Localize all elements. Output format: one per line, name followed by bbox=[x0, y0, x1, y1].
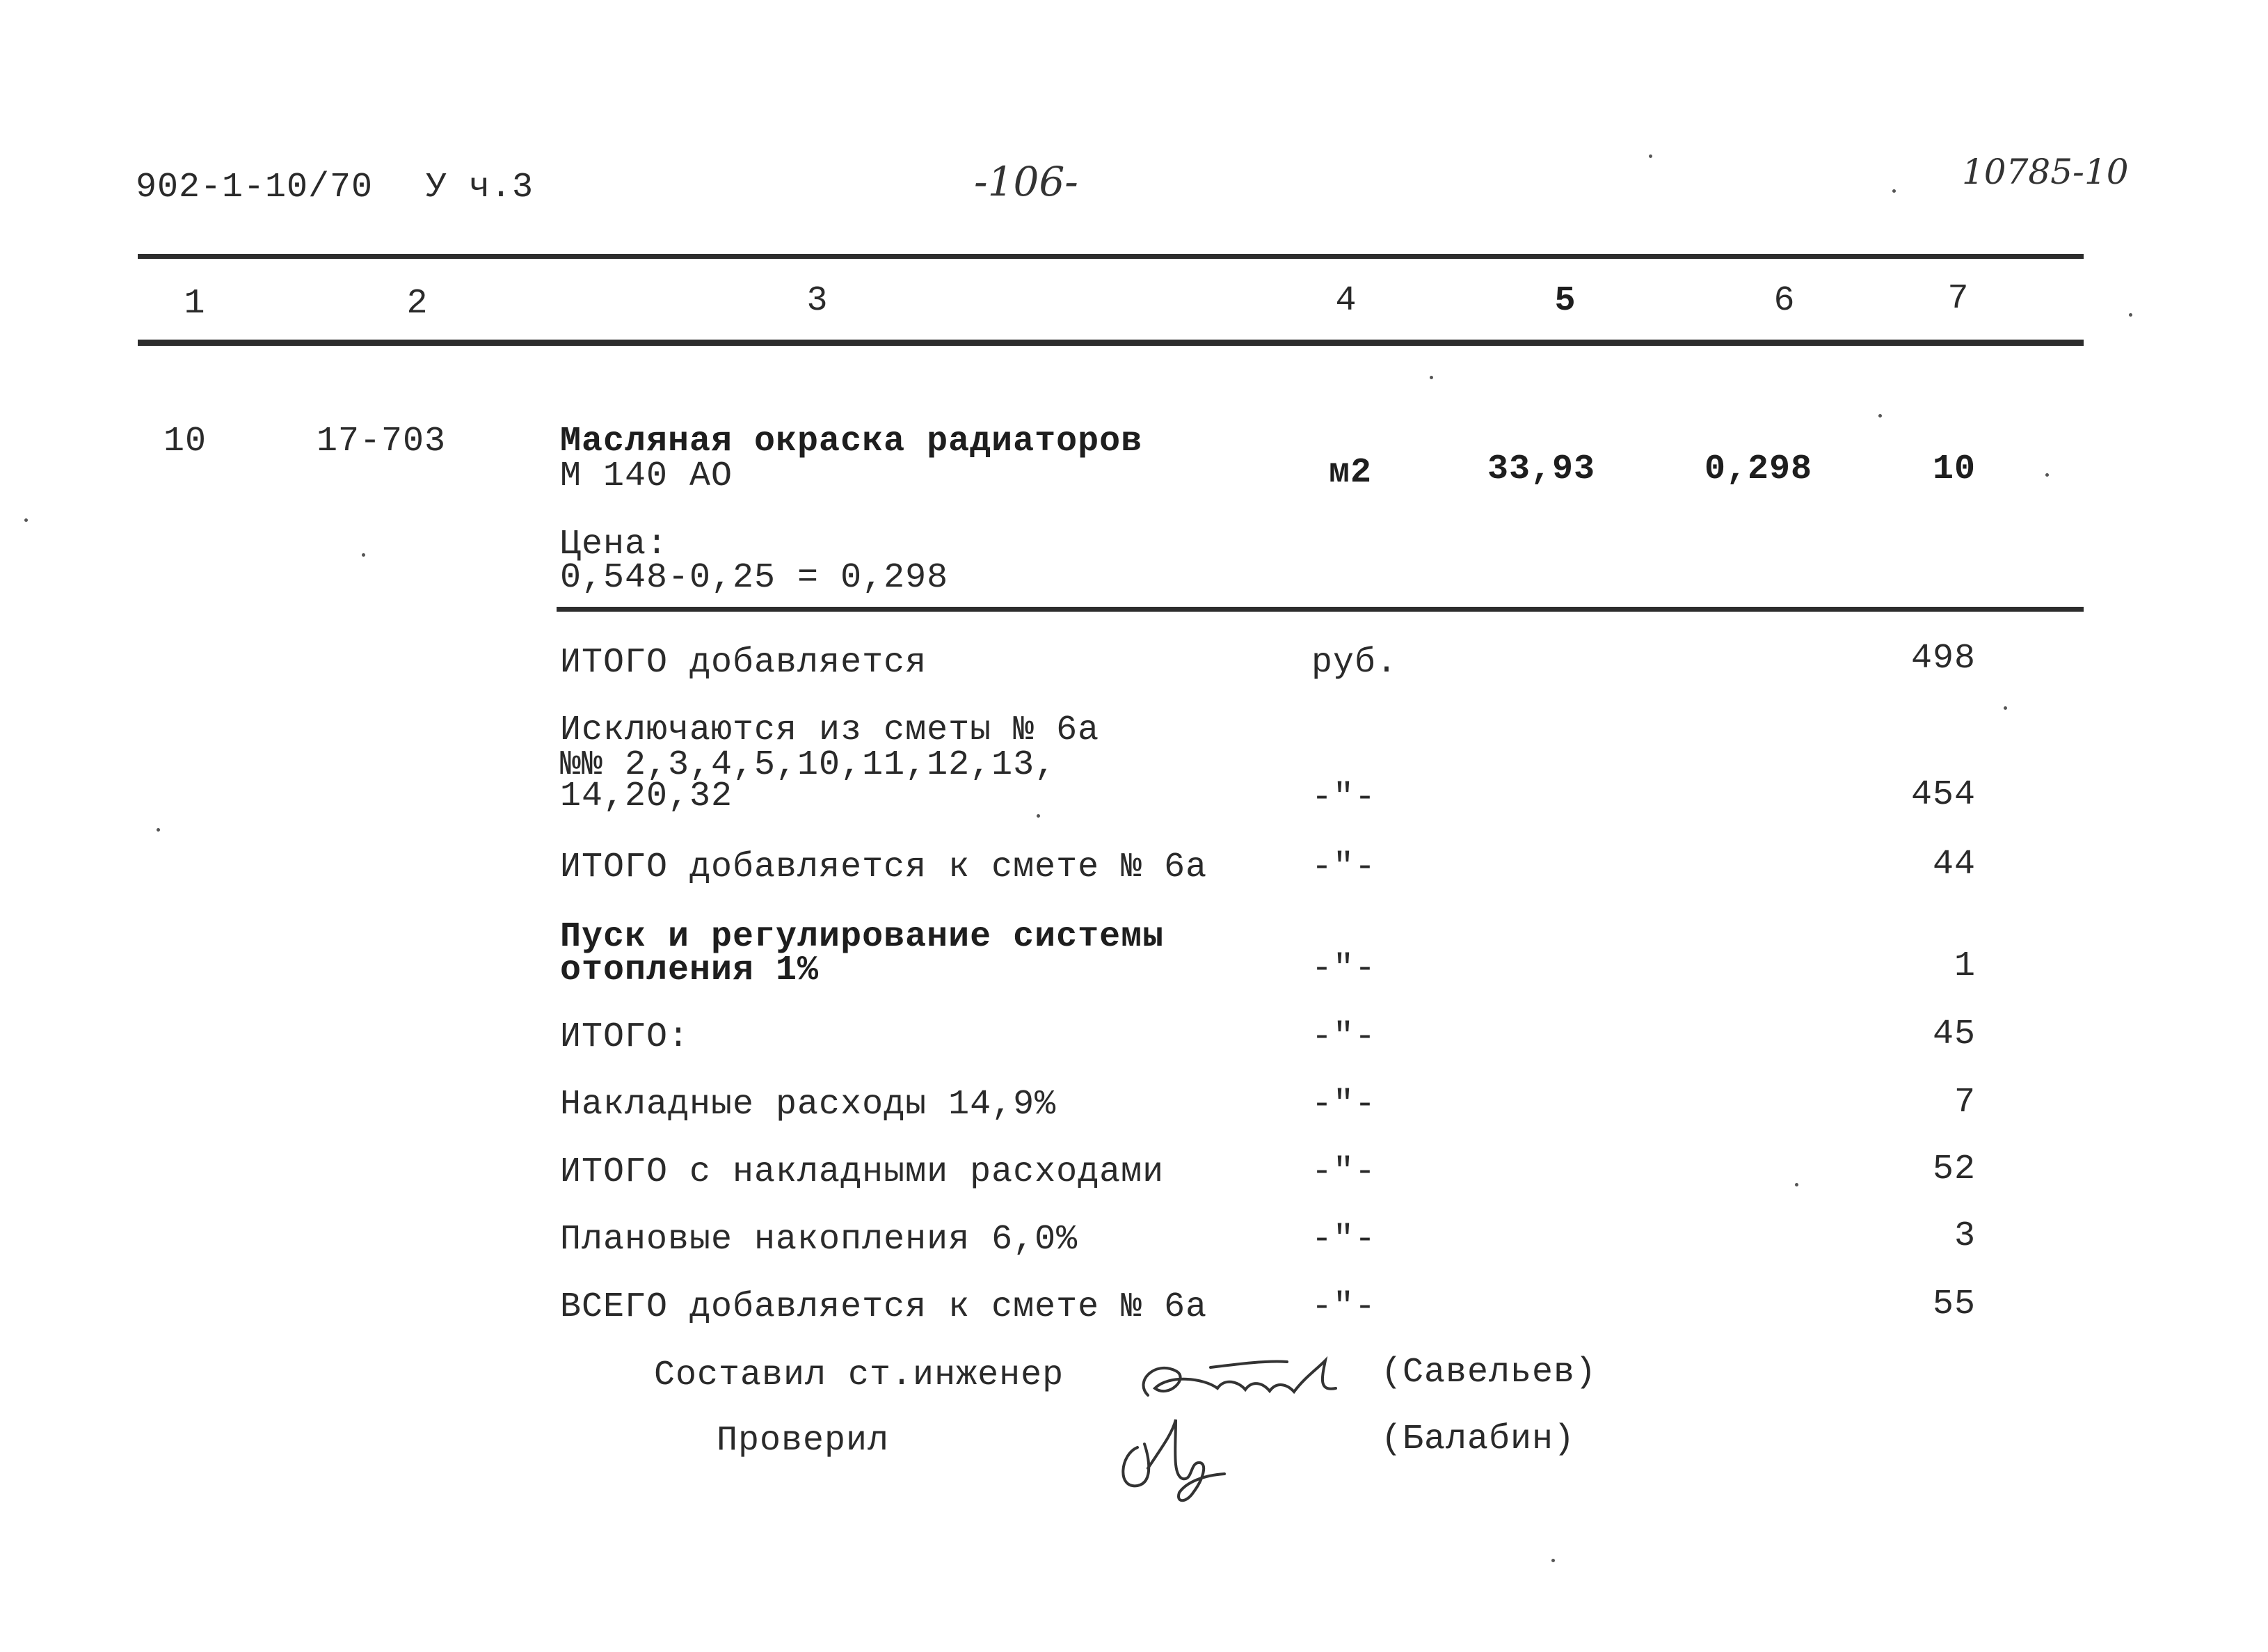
inventory-number: 10785-10 bbox=[1962, 152, 2129, 192]
column-number-6: 6 bbox=[1773, 281, 1796, 321]
summary-unit-with-overhead: -"- bbox=[1311, 1152, 1377, 1192]
summary-value-added-to-estimate: 44 bbox=[1932, 845, 1976, 884]
column-number-2: 2 bbox=[406, 284, 429, 324]
header-bottom-rule bbox=[138, 340, 2084, 346]
column-number-4: 4 bbox=[1335, 281, 1357, 321]
summary-unit-total-added: руб. bbox=[1311, 643, 1398, 683]
summary-label-subtotal: ИТОГО: bbox=[560, 1017, 690, 1057]
summary-unit-grand-total: -"- bbox=[1311, 1287, 1377, 1327]
column-number-5: 5 bbox=[1554, 281, 1576, 321]
scan-speck bbox=[1551, 1559, 1555, 1562]
compiled-by-signature bbox=[1127, 1340, 1364, 1416]
price-calculation: 0,548-0,25 = 0,298 bbox=[560, 558, 949, 598]
summary-label-grand-total: ВСЕГО добавляется к смете № 6а bbox=[560, 1287, 1208, 1327]
page-number: -106- bbox=[974, 158, 1078, 205]
summary-label-planned-savings: Плановые накопления 6,0% bbox=[560, 1220, 1078, 1260]
item-quantity: 33,93 bbox=[1487, 450, 1596, 489]
scan-speck bbox=[2045, 473, 2049, 477]
summary-unit-startup: -"- bbox=[1311, 949, 1377, 989]
summary-value-planned-savings: 3 bbox=[1954, 1216, 1976, 1256]
summary-unit-overhead: -"- bbox=[1311, 1085, 1377, 1125]
summary-label-added-to-estimate: ИТОГО добавляется к смете № 6а bbox=[560, 848, 1208, 887]
summary-value-with-overhead: 52 bbox=[1932, 1150, 1976, 1189]
summary-value-startup: 1 bbox=[1954, 946, 1976, 986]
scan-speck bbox=[1037, 814, 1040, 818]
summary-value-grand-total: 55 bbox=[1932, 1285, 1976, 1324]
checked-by-signature bbox=[1106, 1406, 1245, 1510]
header-top-rule bbox=[138, 254, 2084, 259]
summary-unit-excluded: -"- bbox=[1311, 778, 1377, 818]
summary-label-with-overhead: ИТОГО с накладными расходами bbox=[560, 1152, 1165, 1192]
summary-label-total-added: ИТОГО добавляется bbox=[560, 643, 927, 683]
scan-speck bbox=[1649, 154, 1652, 158]
summary-value-excluded: 454 bbox=[1910, 775, 1976, 815]
summary-value-total-added: 498 bbox=[1910, 639, 1976, 678]
summary-top-rule bbox=[557, 607, 2084, 612]
summary-label-excluded-line2: №№ 2,3,4,5,10,11,12,13, bbox=[560, 745, 1057, 785]
column-number-1: 1 bbox=[184, 284, 206, 324]
summary-label-overhead: Накладные расходы 14,9% bbox=[560, 1085, 1057, 1125]
summary-unit-planned-savings: -"- bbox=[1311, 1220, 1377, 1260]
summary-value-overhead: 7 bbox=[1954, 1083, 1976, 1122]
item-cost: 10 bbox=[1932, 450, 1976, 489]
scan-speck bbox=[1878, 414, 1882, 418]
scan-speck bbox=[362, 553, 365, 557]
summary-value-subtotal: 45 bbox=[1932, 1015, 1976, 1054]
item-price: 0,298 bbox=[1704, 450, 1813, 489]
item-number: 10 bbox=[163, 422, 207, 461]
scan-speck bbox=[157, 828, 160, 832]
summary-label-excluded-line3: 14,20,32 bbox=[560, 777, 733, 816]
summary-label-startup-line1: Пуск и регулирование системы bbox=[560, 917, 1165, 957]
scan-speck bbox=[24, 518, 28, 522]
item-name-line1: Масляная окраска радиаторов bbox=[560, 422, 1143, 461]
scan-speck bbox=[1430, 376, 1433, 379]
checked-by-label: Проверил bbox=[717, 1421, 890, 1461]
summary-label-startup-line2: отопления 1% bbox=[560, 951, 820, 990]
column-number-7: 7 bbox=[1947, 279, 1970, 319]
item-name-line2: М 140 АО bbox=[560, 456, 733, 496]
scan-speck bbox=[1795, 1183, 1798, 1186]
summary-unit-added-to-estimate: -"- bbox=[1311, 848, 1377, 887]
scan-speck bbox=[2004, 706, 2007, 710]
scan-speck bbox=[2129, 313, 2132, 317]
document-part: У ч.3 bbox=[426, 168, 534, 207]
item-unit: м2 bbox=[1329, 453, 1373, 493]
summary-label-excluded-line1: Исключаются из сметы № 6а bbox=[560, 710, 1100, 750]
column-number-3: 3 bbox=[806, 281, 829, 321]
document-code: 902-1-10/70 bbox=[136, 168, 374, 207]
item-code: 17-703 bbox=[317, 422, 447, 461]
checked-by-name: (Балабин) bbox=[1381, 1420, 1576, 1459]
compiled-by-name: (Савельев) bbox=[1381, 1353, 1597, 1392]
price-label: Цена: bbox=[560, 525, 669, 564]
scan-speck bbox=[1892, 189, 1896, 193]
summary-unit-subtotal: -"- bbox=[1311, 1017, 1377, 1057]
compiled-by-label: Составил ст.инженер bbox=[654, 1356, 1064, 1395]
